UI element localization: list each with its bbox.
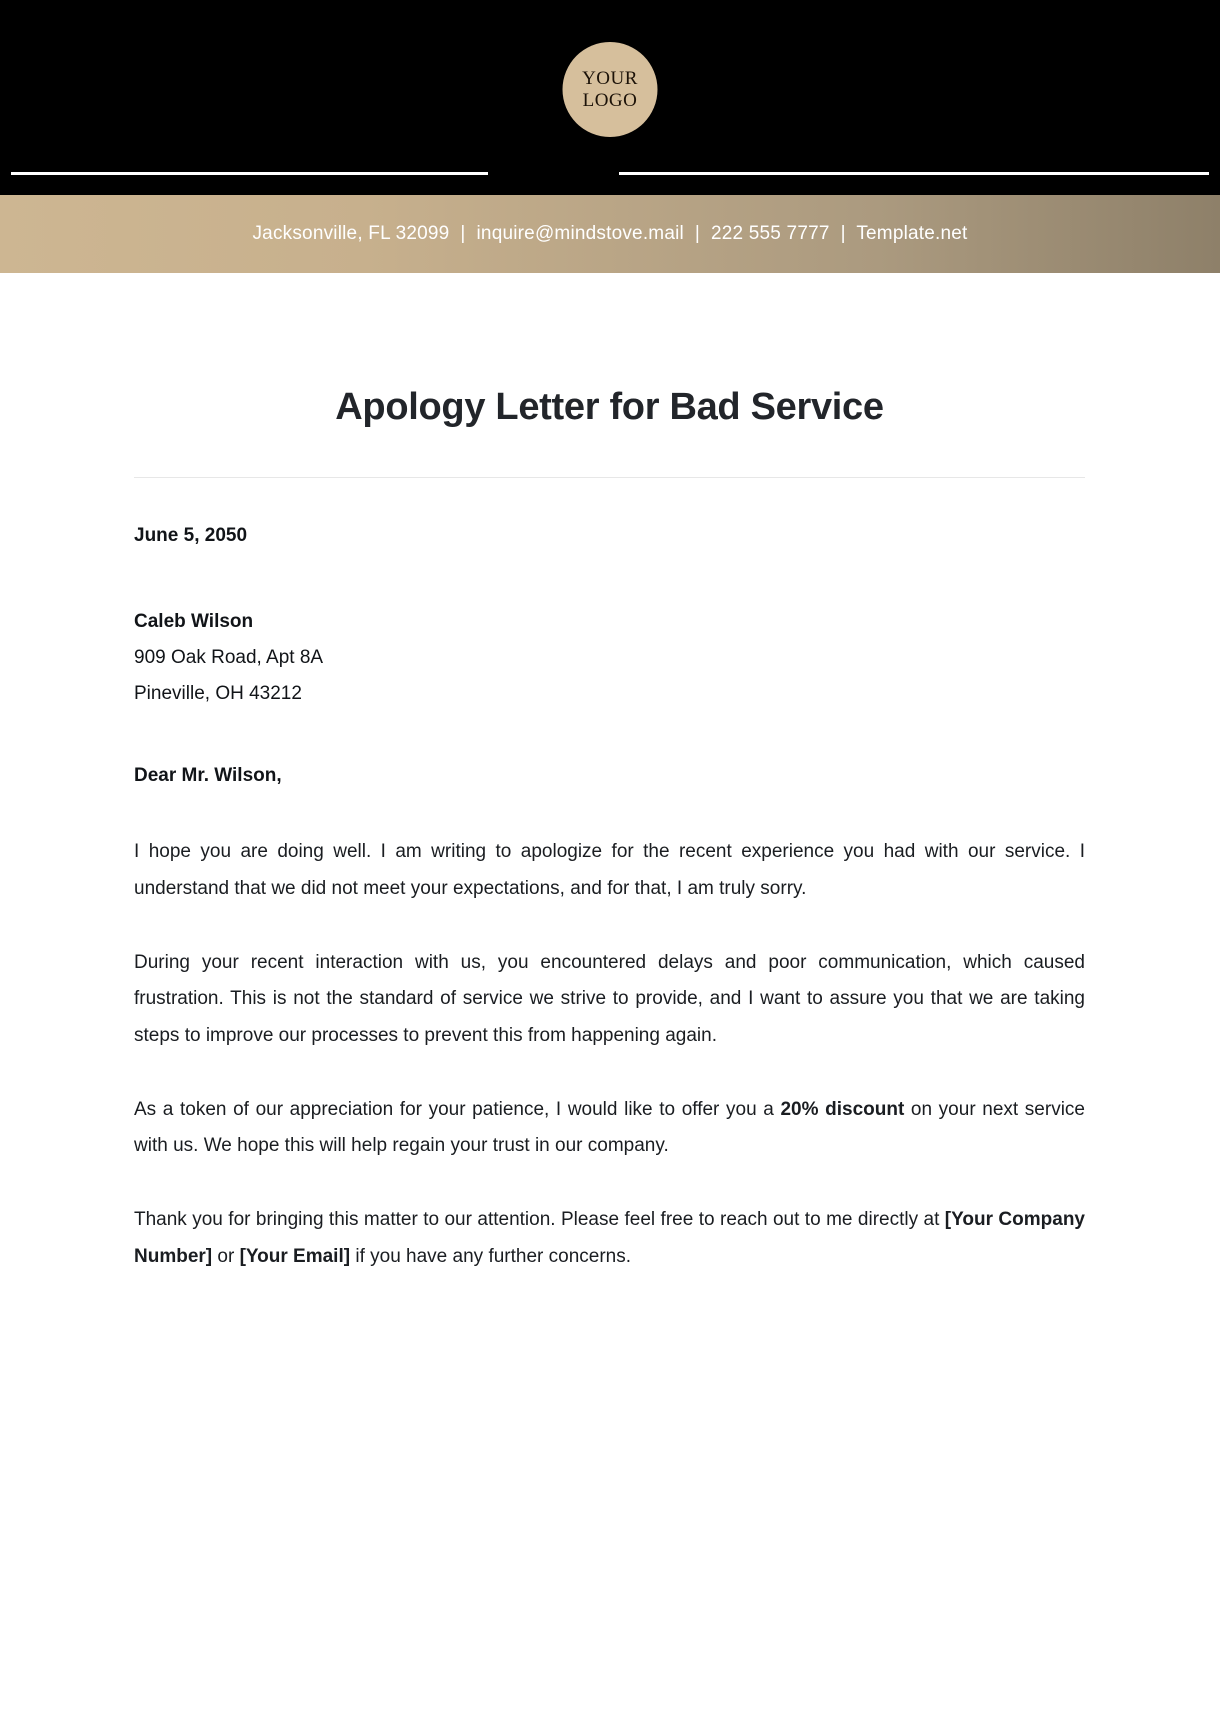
header-rule-right	[619, 172, 1209, 175]
letter-paragraphs	[134, 834, 1085, 1275]
header-rule-group	[0, 172, 1220, 175]
header-rule-left	[11, 172, 488, 175]
contact-info-bar	[0, 195, 1220, 273]
logo-line-1: YOUR	[582, 68, 638, 90]
discount-highlight: 20% discount	[780, 1098, 905, 1120]
title-divider	[134, 477, 1085, 478]
salutation: Dear Mr. Wilson,	[134, 765, 282, 787]
letter-body	[0, 273, 1220, 1275]
paragraph-4-text-b: if you have any further concerns.	[350, 1245, 632, 1267]
paragraph-4	[134, 1202, 1085, 1275]
recipient-name: Caleb Wilson	[134, 611, 254, 632]
recipient-street: 909 Oak Road, Apt 8A	[134, 647, 324, 669]
recipient-city-state-zip: Pineville, OH 43212	[134, 683, 302, 705]
paragraph-3-text-a: As a token of our appreciation for your patience, I would like to offer you a	[134, 1098, 781, 1120]
letter-date: June 5, 2050	[134, 525, 248, 546]
paragraph-3	[134, 1092, 1085, 1165]
logo-line-2: LOGO	[582, 89, 638, 111]
paragraph-4-text-a: Thank you for bringing this matter to our attention. Please feel free to reach out to me directly at	[134, 1208, 945, 1230]
page-title: Apology Letter for Bad Service	[335, 386, 884, 428]
recipient-address-block	[134, 604, 1085, 712]
paragraph-4-text-middle: or	[212, 1245, 240, 1267]
letterhead-header	[0, 0, 1220, 195]
paragraph-3-text-b: on your next service with us. We hope this will help regain your trust in our company.	[134, 1098, 1085, 1157]
company-number-placeholder: [Your Company Number]	[134, 1208, 1085, 1267]
paragraph-2: During your recent interaction with us, you encountered delays and poor communication, which caused frustration. This is not the standard of service we strive to provide, and I want to assure you that we are taking steps to improve our processes to prevent this from happening again.	[134, 951, 1085, 1046]
contact-info-text: Jacksonville, FL 32099 | inquire@mindstove.mail | 222 555 7777 | Template.net	[252, 223, 968, 244]
company-logo	[563, 42, 658, 137]
paragraph-1: I hope you are doing well. I am writing to apologize for the recent experience you had with our service. I understand that we did not meet your expectations, and for that, I am truly sorry.	[134, 841, 1085, 899]
email-placeholder: [Your Email]	[239, 1245, 351, 1267]
